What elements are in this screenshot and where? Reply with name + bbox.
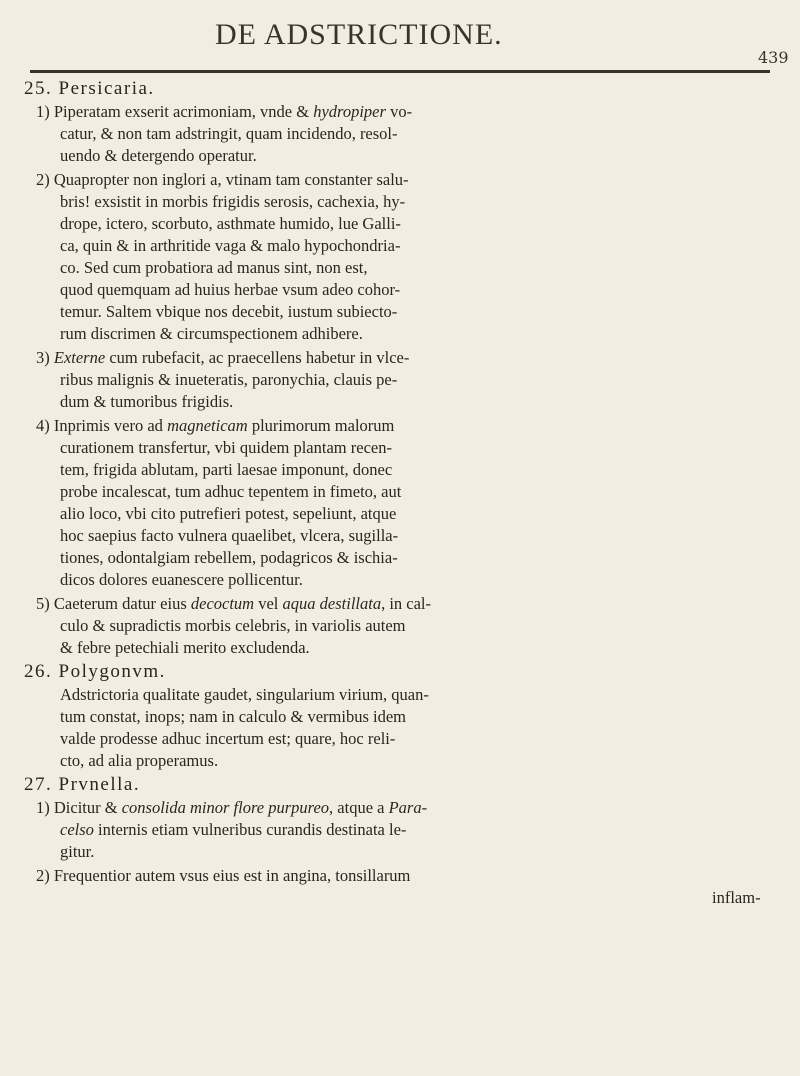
section-heading: 26. Polygonvm.: [24, 661, 166, 682]
text-line: drope, ictero, scorbuto, asthmate humido, lue Galli-: [60, 214, 401, 233]
text-line: probe incalescat, tum adhuc tepentem in fimeto, aut: [60, 482, 402, 501]
text-line: inflam-: [712, 888, 761, 907]
text-line: gitur.: [60, 842, 95, 861]
text-line: valde prodesse adhuc incertum est; quare, hoc reli-: [60, 729, 396, 748]
header-rule: [30, 70, 770, 73]
text-line: dicos dolores euanescere pollicentur.: [60, 570, 303, 589]
text-line: catur, & non tam adstringit, quam incidendo, resol-: [60, 124, 398, 143]
text-line: 2) Frequentior autem vsus eius est in angina, tonsillarum: [36, 866, 411, 885]
text-line: 1) Dicitur & consolida minor flore purpureo, atque a Para-: [36, 798, 428, 817]
text-line: 1) Piperatam exserit acrimoniam, vnde & hydropiper vo-: [36, 102, 413, 121]
text-line: alio loco, vbi cito putrefieri potest, sepeliunt, atque: [60, 504, 397, 523]
text-line: bris! exsistit in morbis frigidis serosis, cachexia, hy-: [60, 192, 406, 211]
text-line: cto, ad alia properamus.: [60, 751, 219, 770]
section-heading: 25. Persicaria.: [24, 78, 155, 99]
page-number: 439: [758, 48, 789, 67]
text-line: culo & supradictis morbis celebris, in variolis autem: [60, 616, 406, 635]
text-line: tem, frigida ablutam, parti laesae imponunt, donec: [60, 460, 393, 479]
running-head: [0, 14, 800, 67]
text-line: celso internis etiam vulneribus curandis destinata le-: [60, 820, 407, 839]
text-line: uendo & detergendo operatur.: [60, 146, 257, 165]
running-title: DE ADSTRICTIONE.: [215, 18, 503, 51]
text-line: 5) Caeterum datur eius decoctum vel aqua destillata, in cal-: [36, 594, 432, 613]
text-line: 3) Externe cum rubefacit, ac praecellens habetur in vlce-: [36, 348, 410, 367]
text-line: Adstrictoria qualitate gaudet, singularium virium, quan-: [60, 685, 429, 704]
text-line: & febre petechiali merito excludenda.: [60, 638, 310, 657]
text-line: tum constat, inops; nam in calculo & vermibus idem: [60, 707, 406, 726]
text-line: dum & tumoribus frigidis.: [60, 392, 234, 411]
text-line: temur. Saltem vbique nos decebit, iustum subiecto-: [60, 302, 398, 321]
text-line: ribus malignis & inueteratis, paronychia, clauis pe-: [60, 370, 398, 389]
text-line: quod quemquam ad huius herbae vsum adeo cohor-: [60, 280, 401, 299]
text-line: 4) Inprimis vero ad magneticam plurimorum malorum: [36, 416, 395, 435]
text-line: curationem transfertur, vbi quidem plantam recen-: [60, 438, 392, 457]
text-line: 2) Quapropter non inglori a, vtinam tam constanter salu-: [36, 170, 409, 189]
text-line: hoc saepius facto vulnera quaelibet, vlcera, sugilla-: [60, 526, 399, 545]
text-line: ca, quin & in arthritide vaga & malo hypochondria-: [60, 236, 401, 255]
section-heading: 27. Prvnella.: [24, 774, 141, 795]
text-line: co. Sed cum probatiora ad manus sint, non est,: [60, 258, 368, 277]
text-line: tiones, odontalgiam rebellem, podagricos & ischia-: [60, 548, 398, 567]
text-line: rum discrimen & circumspectionem adhibere.: [60, 324, 363, 343]
